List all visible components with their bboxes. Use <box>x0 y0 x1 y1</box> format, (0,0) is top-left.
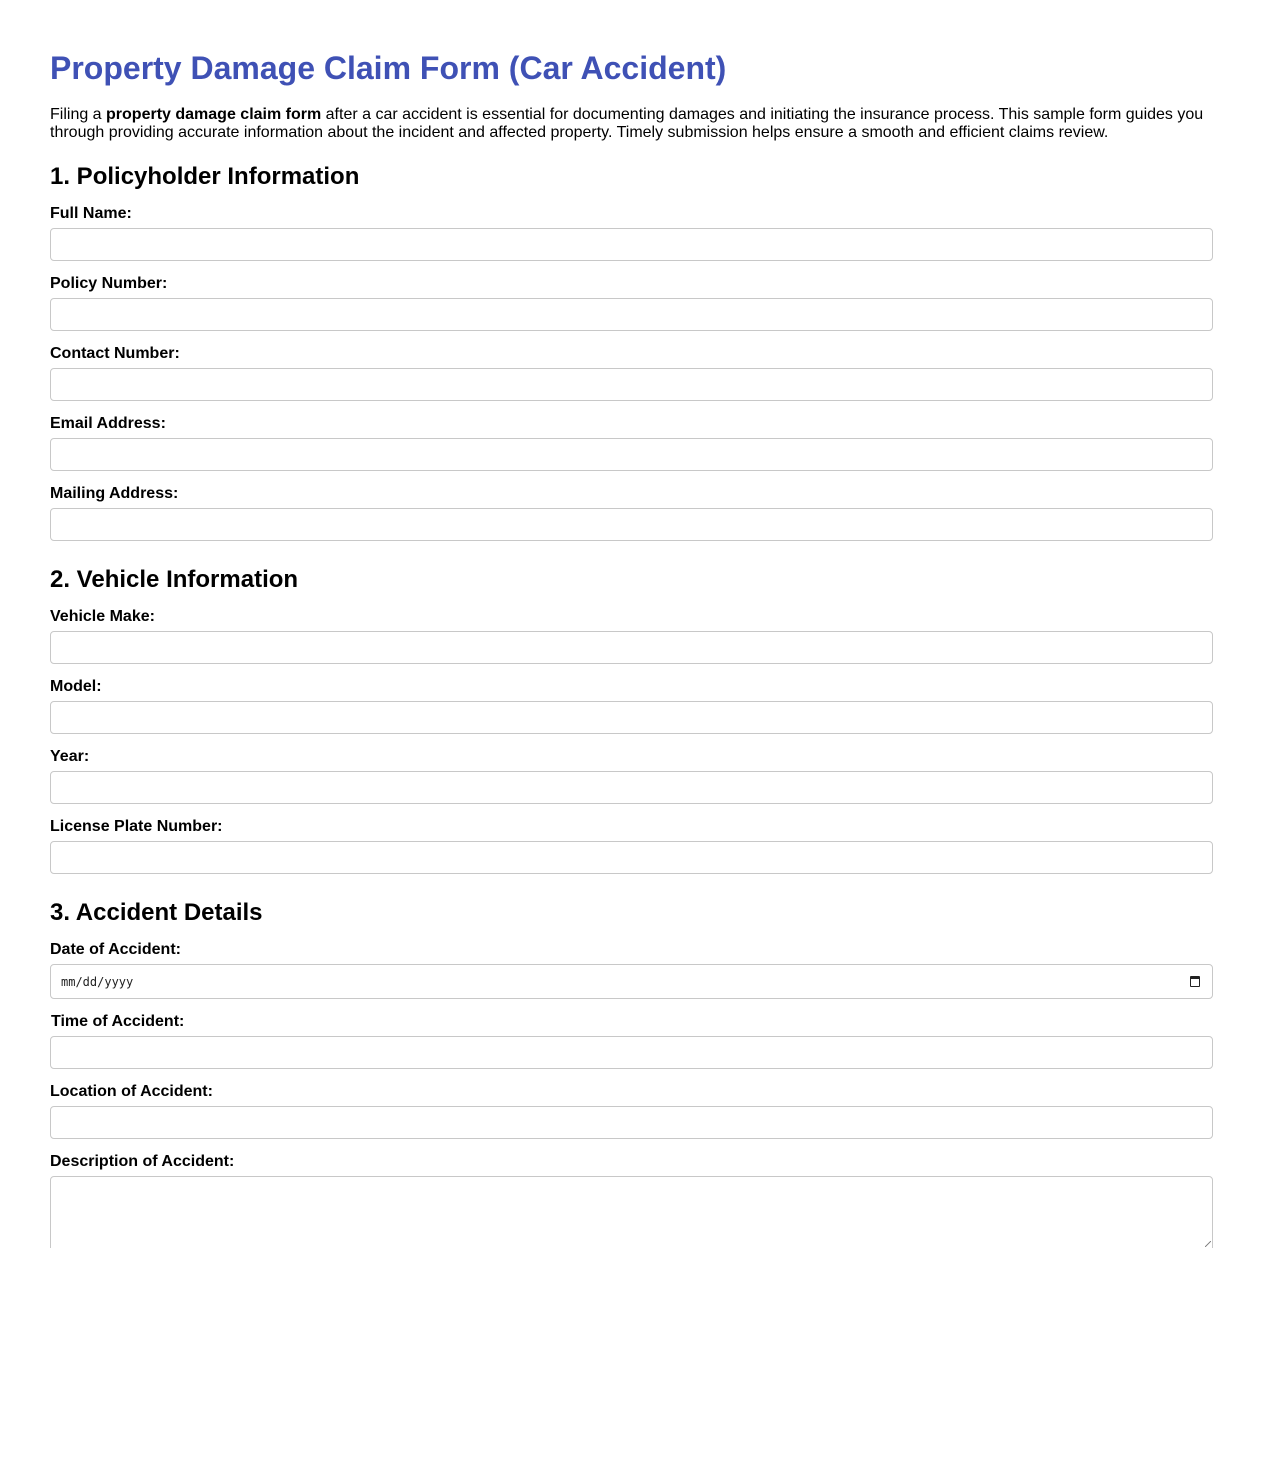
field-policy-number <box>50 275 1213 331</box>
full-name-input[interactable] <box>50 228 1213 261</box>
calendar-icon[interactable] <box>1190 976 1200 987</box>
year-label: Year: <box>50 748 90 765</box>
mailing-address-label: Mailing Address: <box>50 485 179 502</box>
model-input[interactable] <box>50 701 1213 734</box>
vehicle-make-label: Vehicle Make: <box>50 608 155 625</box>
field-mailing-address <box>50 485 1213 541</box>
description-textarea-viewport <box>50 1176 1213 1248</box>
time-of-accident-input[interactable] <box>50 1036 1213 1069</box>
location-of-accident-input[interactable] <box>50 1106 1213 1139</box>
date-of-accident-input[interactable] <box>50 964 1213 999</box>
email-address-label: Email Address: <box>50 415 166 432</box>
field-email-address <box>50 415 1213 471</box>
section-heading-vehicle: 2. Vehicle Information <box>50 566 299 593</box>
date-placeholder: mm/dd/yyyy <box>61 974 134 989</box>
license-plate-label: License Plate Number: <box>50 818 223 835</box>
intro-text-end: after a car accident is essential for documenting damages and initiating the insurance process. This sample form guides you through providing accurate information about the incident and affected property. Timely submission helps ensure a smooth and efficient claims review. <box>50 106 1204 141</box>
field-location-of-accident <box>50 1083 1213 1139</box>
field-time-of-accident <box>50 1013 1213 1069</box>
resize-grip-icon[interactable] <box>1205 1241 1211 1247</box>
description-of-accident-label: Description of Accident: <box>50 1153 235 1170</box>
contact-number-input[interactable] <box>50 368 1213 401</box>
description-of-accident-textarea[interactable] <box>50 1176 1213 1248</box>
contact-number-label: Contact Number: <box>50 345 180 362</box>
time-of-accident-label: Time of Accident: <box>51 1013 185 1030</box>
year-input[interactable] <box>50 771 1213 804</box>
email-address-input[interactable] <box>50 438 1213 471</box>
section-heading-policyholder: 1. Policyholder Information <box>50 163 360 190</box>
field-description-of-accident <box>50 1153 1213 1248</box>
policy-number-input[interactable] <box>50 298 1213 331</box>
field-license-plate <box>50 818 1213 874</box>
intro-bold-text: property damage claim form <box>106 106 322 123</box>
page-title: Property Damage Claim Form (Car Accident) <box>50 50 727 86</box>
field-date-of-accident <box>50 941 1213 999</box>
license-plate-input[interactable] <box>50 841 1213 874</box>
field-vehicle-make <box>50 608 1213 664</box>
field-year <box>50 748 1213 804</box>
model-label: Model: <box>50 678 102 695</box>
section-heading-accident: 3. Accident Details <box>50 899 263 926</box>
full-name-label: Full Name: <box>50 205 132 222</box>
intro-paragraph <box>50 106 1213 142</box>
field-full-name <box>50 205 1213 261</box>
field-model <box>50 678 1213 734</box>
location-of-accident-label: Location of Accident: <box>50 1083 213 1100</box>
policy-number-label: Policy Number: <box>50 275 168 292</box>
vehicle-make-input[interactable] <box>50 631 1213 664</box>
field-contact-number <box>50 345 1213 401</box>
date-of-accident-label: Date of Accident: <box>50 941 181 958</box>
intro-text-start: Filing a <box>50 106 107 123</box>
mailing-address-input[interactable] <box>50 508 1213 541</box>
